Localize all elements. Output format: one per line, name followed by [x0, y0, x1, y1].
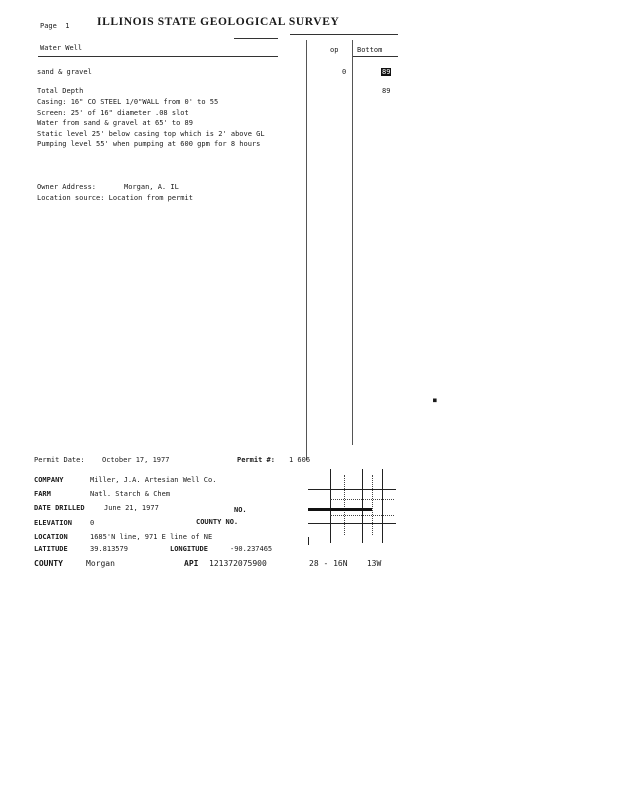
stray-mark: ■: [433, 397, 437, 404]
elevation-value: 0: [90, 519, 95, 527]
map-subdivision-line: [344, 475, 345, 535]
title-underline: [234, 38, 278, 39]
county-no-label: COUNTY NO.: [196, 518, 239, 526]
longitude-value: -90.237465: [230, 545, 273, 553]
permit-number-value: 1 606: [289, 456, 311, 464]
column-divider-right: [352, 40, 353, 445]
no-label: NO.: [234, 506, 247, 514]
stratum-bottom: 89: [382, 68, 391, 76]
well-type: Water Well: [40, 44, 83, 52]
location-value: 1685'N line, 971 E line of NE: [90, 533, 213, 541]
map-grid-line: [362, 469, 363, 543]
map-subdivision-line: [330, 515, 394, 516]
company-label: COMPANY: [34, 476, 64, 484]
well-details: [37, 97, 305, 150]
latitude-label: LATITUDE: [34, 545, 68, 553]
county-label: COUNTY: [34, 559, 63, 568]
permit-number-label: Permit #:: [237, 456, 275, 464]
api-label: API: [184, 559, 199, 568]
page-title: ILLINOIS STATE GEOLOGICAL SURVEY: [97, 16, 340, 28]
column-top-header: op: [330, 46, 339, 54]
map-subdivision-line: [330, 499, 394, 500]
page-number: 1: [65, 22, 70, 30]
owner-address-label: Owner Address:: [37, 183, 97, 191]
column-header-rule: [352, 56, 398, 57]
map-subdivision-line: [372, 475, 373, 535]
permit-date-value: October 17, 1977: [102, 456, 170, 464]
date-drilled-label: DATE DRILLED: [34, 504, 85, 512]
elevation-label: ELEVATION: [34, 519, 72, 527]
section-locator-map: [306, 467, 398, 547]
farm-value: Natl. Starch & Chem: [90, 490, 171, 498]
date-drilled-value: June 21, 1977: [104, 504, 159, 512]
location-label: LOCATION: [34, 533, 68, 541]
latitude-value: 39.813579: [90, 545, 128, 553]
longitude-label: LONGITUDE: [170, 545, 208, 553]
county-value: Morgan: [86, 559, 115, 568]
casing-line: Casing: 16" CO STEEL 1/0"WALL from 0' to 55: [37, 98, 219, 106]
company-value: Miller, J.A. Artesian Well Co.: [90, 476, 217, 484]
page-label: Page 1: [40, 22, 70, 30]
township-range: 28 - 16N 13W: [309, 559, 382, 568]
total-depth-value: 89: [382, 87, 391, 95]
stratum-name: sand & gravel: [37, 68, 92, 76]
total-depth-label: Total Depth: [37, 87, 84, 95]
range-value: 13W: [366, 559, 382, 568]
well-type-rule: [38, 56, 278, 57]
map-tick: [308, 537, 309, 545]
well-location-marker: [308, 508, 372, 511]
location-source: Location source: Location from permit: [37, 194, 193, 202]
header-rule: [290, 34, 398, 35]
section-number: 28: [309, 559, 319, 568]
api-value: 121372075900: [209, 559, 267, 568]
farm-label: FARM: [34, 490, 51, 498]
column-divider-left: [306, 40, 307, 460]
stratum-top: 0: [342, 68, 347, 76]
pumping-level-line: Pumping level 55' when pumping at 600 gpm for 8 hours: [37, 140, 261, 148]
column-bottom-header: Bottom: [357, 46, 383, 54]
static-level-line: Static level 25' below casing top which is 2' above GL: [37, 129, 265, 138]
owner-address-value: Morgan, A. IL: [124, 183, 179, 191]
township-value: 16N: [333, 559, 348, 568]
map-grid-line: [330, 469, 331, 543]
screen-line: Screen: 25' of 16" diameter .08 slot: [37, 108, 189, 117]
water-line: Water from sand & gravel at 65' to 89: [37, 119, 193, 127]
map-grid-line: [382, 469, 383, 543]
permit-date-label: Permit Date:: [34, 456, 85, 464]
